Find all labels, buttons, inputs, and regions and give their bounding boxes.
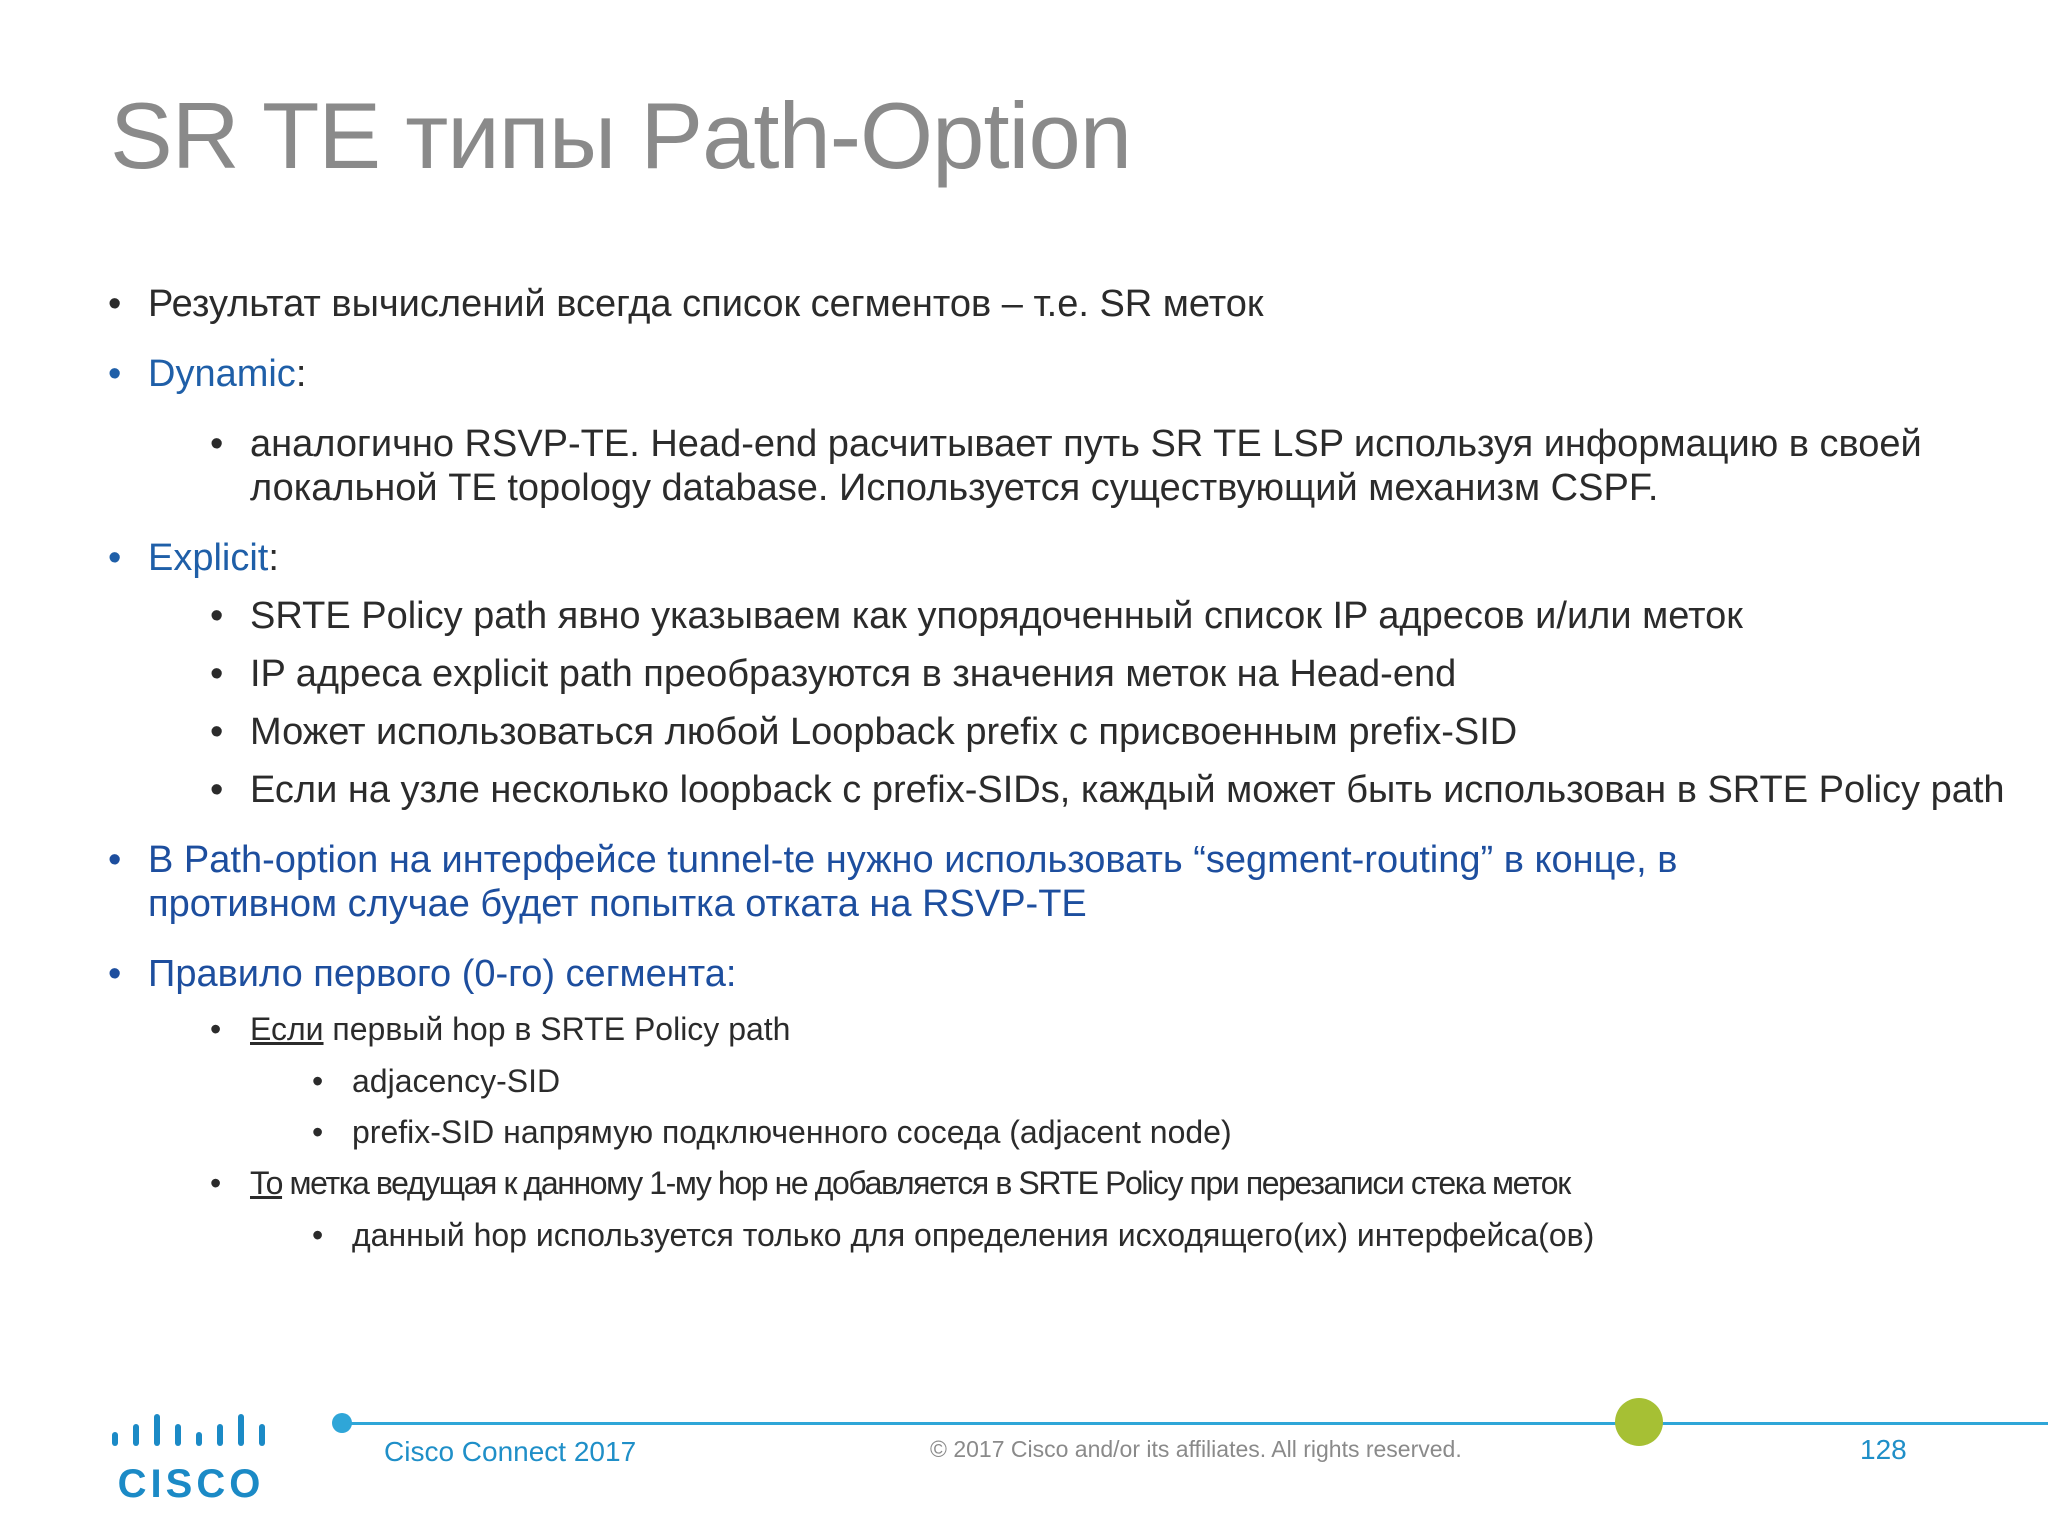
rule-if-keyword: Если — [250, 1011, 324, 1047]
explicit-label: Explicit — [148, 537, 269, 579]
bullet-text: В Path-option на интерфейсе tunnel-te нужно использовать “segment-routing” в конце, в противном случае будет попытка отката на RSVP-TE — [148, 839, 1678, 925]
bullet-dot: • — [312, 1217, 324, 1253]
bullet-text: adjacency-SID — [352, 1063, 561, 1099]
dynamic-colon: : — [295, 353, 307, 395]
timeline-progress-dot — [1615, 1398, 1663, 1446]
slide-title: SR TE типы Path-Option — [110, 83, 1131, 188]
bullet-dot: • — [210, 711, 224, 753]
bullet-dot: • — [210, 423, 224, 465]
bullet-explicit-sub-4 — [108, 768, 2030, 812]
rule-then-keyword: То — [250, 1165, 283, 1201]
bullet-dot: • — [108, 537, 122, 579]
bullet-text: первый hop в SRTE Policy path — [323, 1011, 791, 1047]
bullet-dot: • — [108, 353, 122, 395]
bullet-rule-then — [108, 1164, 1988, 1202]
bullet-dynamic-sub — [108, 422, 1988, 510]
footer-copyright: © 2017 Cisco and/or its affiliates. All rights reserved. — [930, 1436, 1462, 1462]
bullet-dynamic — [108, 352, 1988, 396]
bullet-explicit-sub-3 — [108, 710, 1988, 754]
bullet-dot: • — [108, 839, 122, 881]
bullet-result — [108, 282, 1988, 326]
bullet-dot: • — [210, 769, 224, 811]
bullet-path-option — [108, 838, 1848, 926]
bullet-rule-if-b — [108, 1113, 1988, 1151]
cisco-wordmark: CISCO — [117, 1462, 265, 1506]
bullet-text: Если на узле несколько loopback с prefix-SIDs, каждый может быть использован в SRTE Policy path — [250, 769, 2005, 811]
bullet-dot: • — [210, 595, 224, 637]
bullet-first-segment-rule — [108, 952, 1988, 996]
explicit-colon: : — [268, 537, 279, 579]
timeline-line — [340, 1422, 2048, 1425]
timeline-start-dot — [332, 1413, 352, 1433]
bullet-text: SRTE Policy path явно указываем как упорядоченный список IP адресов и/или меток — [250, 595, 1743, 637]
bullet-dot: • — [210, 1011, 222, 1047]
bullet-text: Правило первого (0-го) сегмента: — [148, 953, 737, 995]
page-number: 128 — [1860, 1434, 1907, 1465]
bullet-dot: • — [108, 283, 122, 325]
bullet-text: IP адреса explicit path преобразуются в значения меток на Head-end — [250, 653, 1457, 695]
bullet-text: метка ведущая к данному 1-му hop не добавляется в SRTE Policy при перезаписи стека меток — [282, 1165, 1570, 1201]
footer-event-name: Cisco Connect 2017 — [384, 1436, 637, 1467]
bullet-dot: • — [312, 1063, 324, 1099]
bullet-text: Результат вычислений всегда список сегментов – т.е. SR меток — [148, 283, 1264, 325]
bullet-dot: • — [210, 1165, 222, 1201]
dynamic-label: Dynamic — [148, 353, 296, 395]
bullet-dot: • — [210, 653, 224, 695]
bullet-explicit-sub-2 — [108, 652, 1988, 696]
bullet-rule-if — [108, 1010, 1988, 1048]
bullet-dot: • — [108, 953, 122, 995]
cisco-bars-icon — [110, 1410, 272, 1460]
slide-content — [108, 282, 2005, 1267]
bullet-rule-if-a — [108, 1062, 1988, 1100]
bullet-text: данный hop используется только для определения исходящего(их) интерфейса(ов) — [352, 1217, 1595, 1253]
bullet-explicit-sub-1 — [108, 594, 1988, 638]
bullet-rule-then-a — [108, 1216, 1988, 1254]
cisco-logo — [110, 1410, 272, 1506]
bullet-explicit — [108, 536, 1988, 580]
bullet-text: Может использоваться любой Loopback prefix с присвоенным prefix-SID — [250, 711, 1518, 753]
bullet-dot: • — [312, 1114, 324, 1150]
bullet-text: аналогично RSVP-TE. Head-end расчитывает путь SR TE LSP используя информацию в своей локальной TE topology database. Используется существующий механизм CSPF. — [250, 423, 1922, 509]
bullet-text: prefix-SID напрямую подключенного соседа (adjacent node) — [352, 1114, 1232, 1150]
